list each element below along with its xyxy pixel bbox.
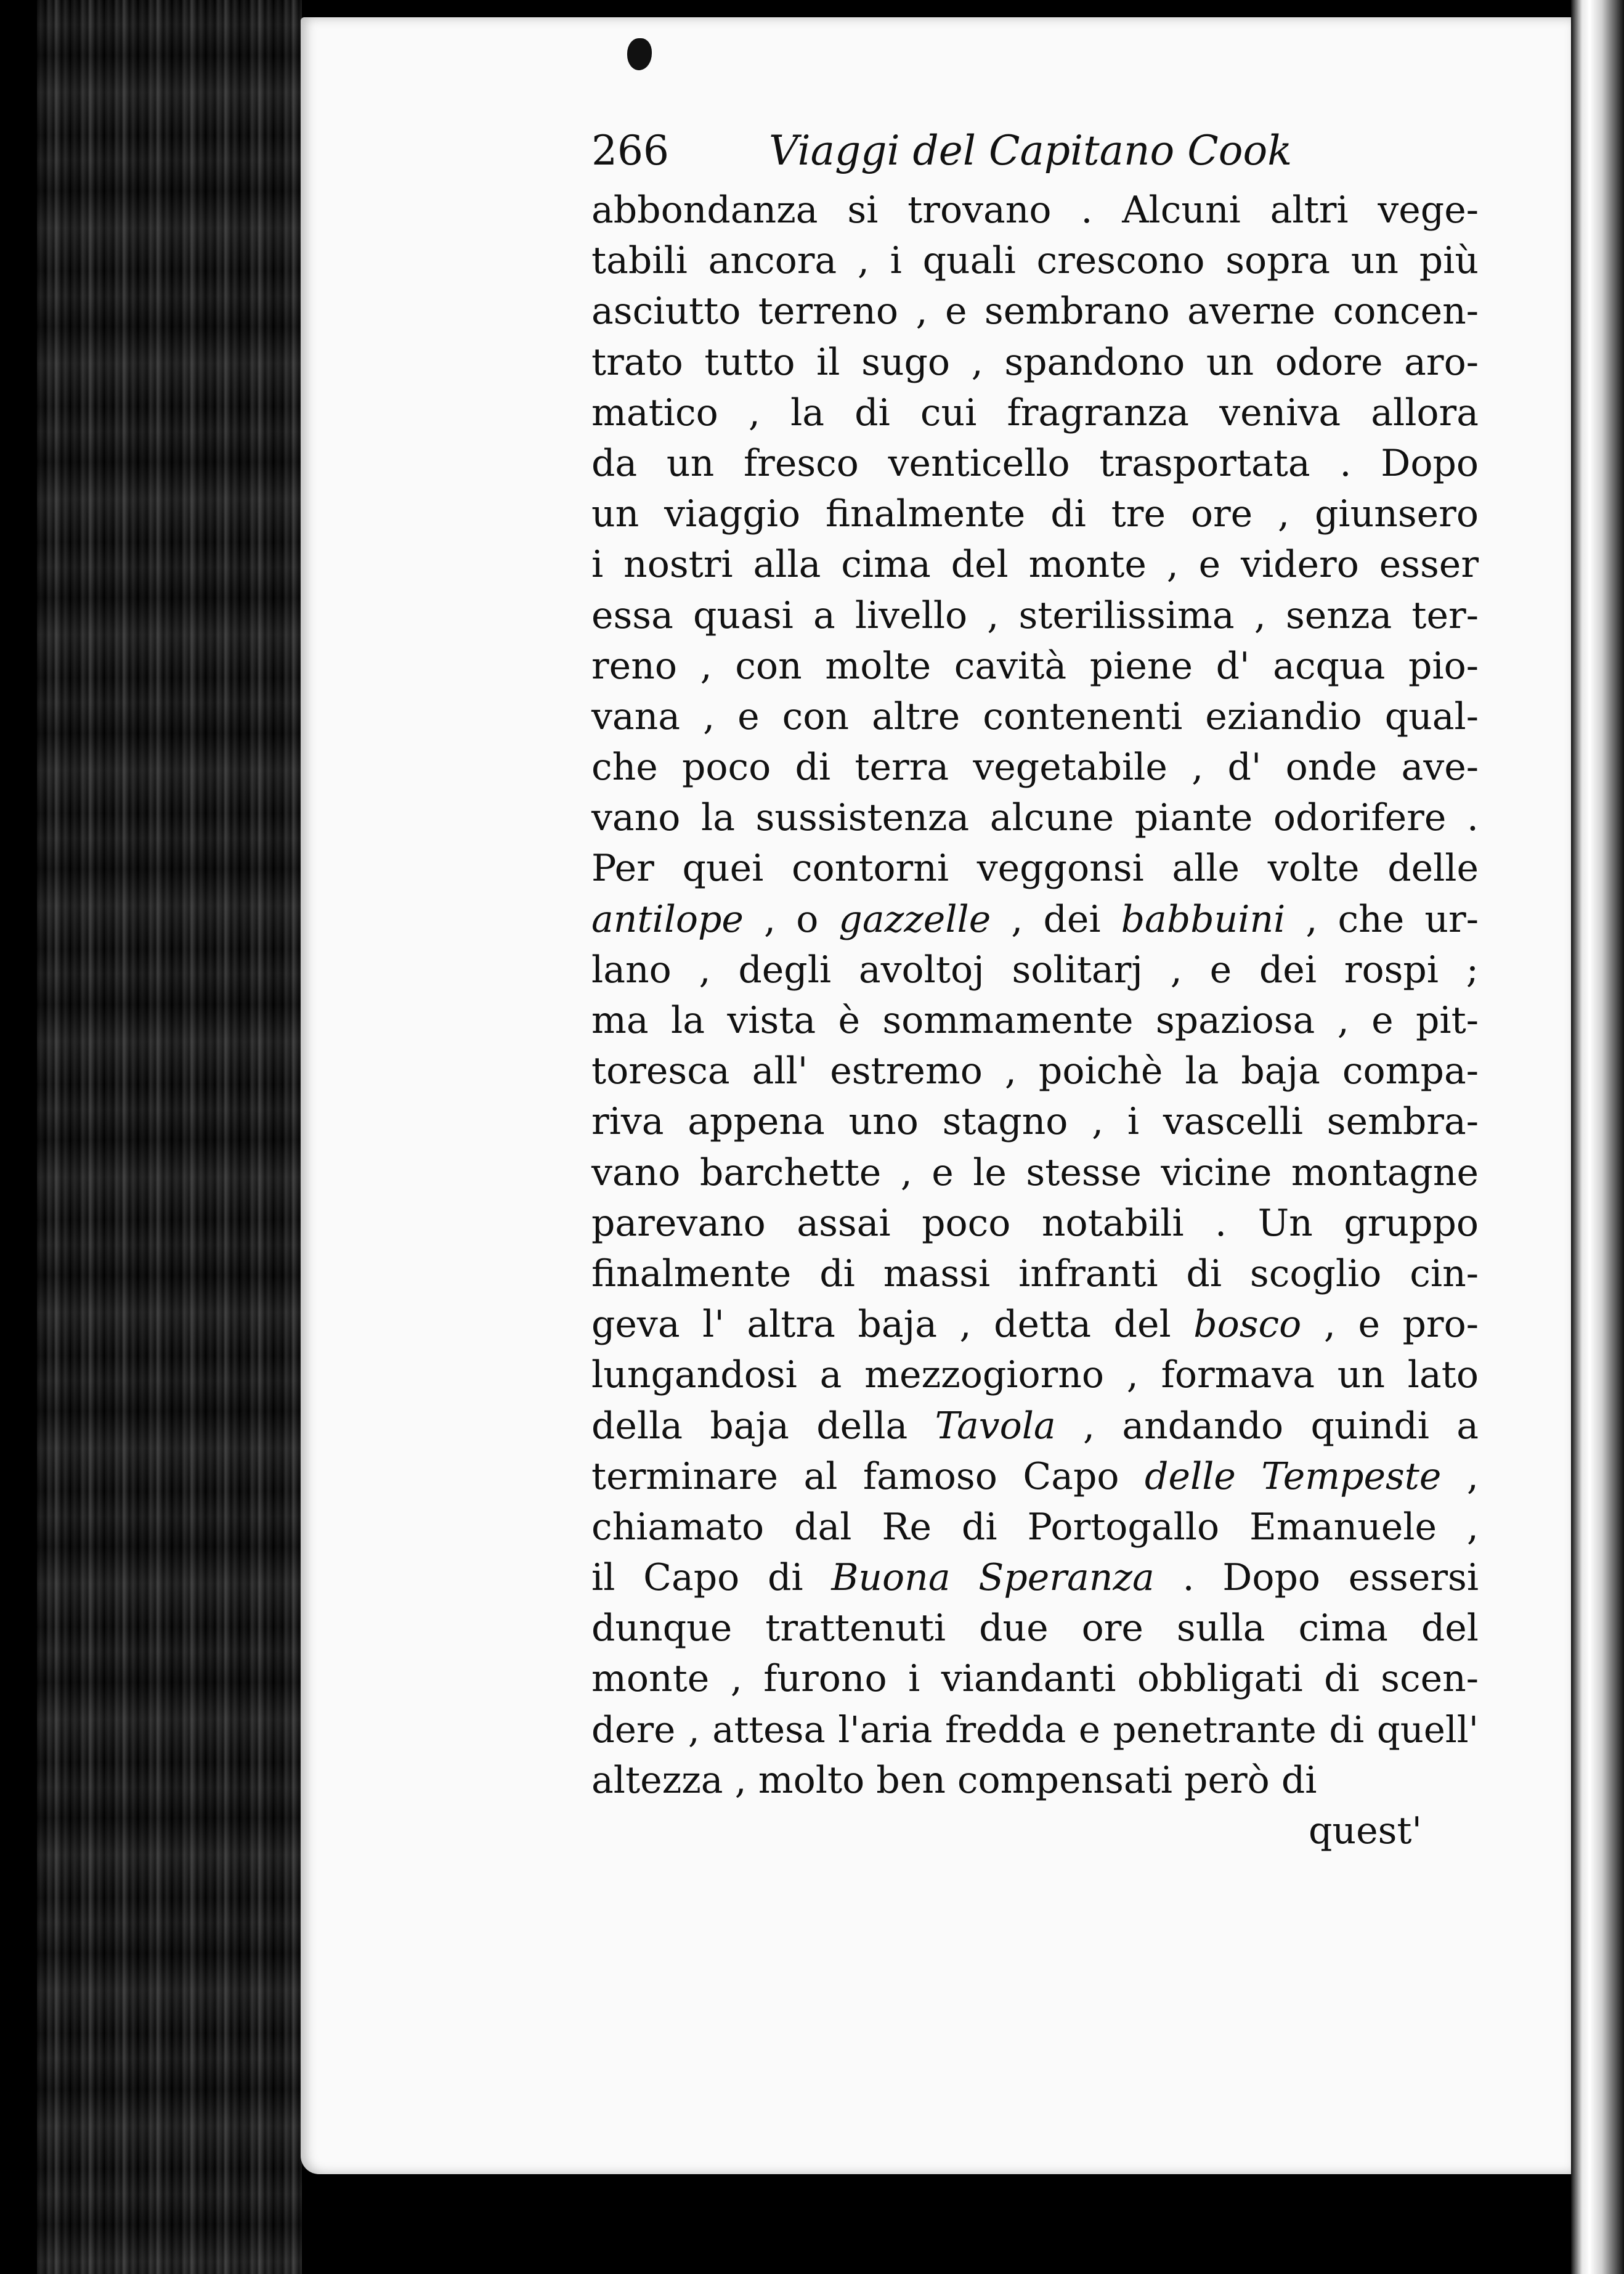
text-segment: trato tutto il sugo , spandono un odore aro-	[591, 340, 1479, 384]
text-line	[591, 1249, 1479, 1299]
text-segment: , che ur-	[1285, 897, 1479, 941]
text-line	[591, 337, 1479, 388]
page-right-edge	[1571, 0, 1624, 2274]
text-line	[591, 1705, 1479, 1755]
text-segment: matico , la di cui fragranza veniva allora	[591, 391, 1479, 434]
text-line	[591, 691, 1479, 742]
text-line	[591, 185, 1479, 235]
text-segment: asciutto terreno , e sembrano averne concen-	[591, 290, 1479, 333]
text-block	[591, 117, 1479, 1856]
text-segment: lano , degli avoltoj solitarj , e dei rospi ;	[591, 948, 1479, 992]
text-line	[591, 945, 1479, 995]
text-segment: dunque trattenuti due ore sulla cima del	[591, 1607, 1479, 1650]
text-line	[591, 539, 1479, 590]
text-line	[591, 793, 1479, 843]
text-segment: geva l' altra baja , detta del	[591, 1303, 1194, 1347]
text-line	[591, 742, 1479, 793]
text-segment: abbondanza si trovano . Alcuni altri vege-	[591, 189, 1479, 232]
italic-text: Tavola	[935, 1404, 1056, 1448]
text-segment: un viaggio finalmente di tre ore , giunsero	[591, 492, 1479, 536]
text-segment: reno , con molte cavità piene d' acqua pio-	[591, 644, 1479, 688]
text-segment: lungandosi a mezzogiorno , formava un lato	[591, 1353, 1479, 1397]
text-segment: ma la vista è sommamente spaziosa , e pit-	[591, 999, 1479, 1042]
text-segment: chiamato dal Re di Portogallo Emanuele ,	[591, 1505, 1479, 1549]
text-line	[591, 1552, 1479, 1603]
text-segment: il Capo di	[591, 1556, 832, 1600]
italic-text: Buona Speranza	[831, 1556, 1155, 1600]
text-line	[591, 1350, 1479, 1400]
text-segment: , andando quindi a	[1055, 1404, 1479, 1448]
text-line	[591, 438, 1479, 489]
text-segment: vano barchette , e le stesse vicine montagne	[591, 1151, 1479, 1194]
italic-text: babbuini	[1121, 897, 1286, 941]
text-segment: finalmente di massi infranti di scoglio cin-	[591, 1252, 1479, 1295]
text-segment: da un fresco venticello trasportata . Dopo	[591, 441, 1479, 485]
text-line	[591, 1451, 1479, 1502]
text-line	[591, 1755, 1479, 1806]
text-line	[591, 286, 1479, 336]
text-segment: i nostri alla cima del monte , e videro esser	[591, 543, 1479, 587]
text-line	[591, 388, 1479, 438]
text-segment: monte , furono i viandanti obbligati di scen-	[591, 1657, 1479, 1701]
text-segment: della baja della	[591, 1404, 935, 1448]
text-line	[591, 1147, 1479, 1198]
text-segment: altezza , molto ben compensati però di	[591, 1758, 1317, 1802]
page-header	[591, 117, 1479, 185]
text-line	[591, 1046, 1479, 1096]
text-segment: parevano assai poco notabili . Un gruppo	[591, 1201, 1479, 1245]
page-number: 266	[591, 127, 669, 174]
text-line	[591, 894, 1479, 945]
italic-text: bosco	[1193, 1303, 1302, 1347]
text-line	[591, 1603, 1479, 1653]
text-line	[591, 1401, 1479, 1451]
text-line	[591, 995, 1479, 1046]
text-segment: essa quasi a livello , sterilissima , senza ter-	[591, 593, 1479, 637]
text-segment: . Dopo essersi	[1154, 1556, 1479, 1600]
text-segment: tabili ancora , i quali crescono sopra un più	[591, 239, 1479, 283]
text-segment: , o	[743, 897, 839, 941]
text-segment: dere , attesa l'aria fredda e penetrante di quell'	[591, 1708, 1479, 1751]
text-line	[591, 235, 1479, 286]
text-line	[591, 641, 1479, 691]
text-line	[591, 1653, 1479, 1704]
text-line	[591, 1096, 1479, 1147]
italic-text: delle Tempeste	[1145, 1454, 1442, 1498]
text-segment: Per quei contorni veggonsi alle volte delle	[591, 847, 1479, 890]
running-title: Viaggi del Capitano Cook	[769, 127, 1293, 174]
text-segment: ,	[1441, 1454, 1479, 1498]
book-binding-edge	[37, 0, 302, 2274]
text-segment: vana , e con altre contenenti eziandio qual-	[591, 695, 1479, 738]
text-line	[591, 1502, 1479, 1552]
text-line	[591, 843, 1479, 894]
text-segment: che poco di terra vegetabile , d' onde ave-	[591, 746, 1479, 789]
text-segment: , e pro-	[1301, 1303, 1479, 1347]
body-text	[591, 185, 1479, 1806]
text-segment: terminare al famoso Capo	[591, 1454, 1145, 1498]
text-line	[591, 1198, 1479, 1249]
text-line	[591, 1299, 1479, 1350]
catchword: quest'	[1309, 1809, 1422, 1852]
text-line	[591, 590, 1479, 641]
text-segment: , dei	[991, 897, 1121, 941]
text-line	[591, 489, 1479, 539]
text-segment: toresca all' estremo , poichè la baja compa-	[591, 1049, 1479, 1093]
italic-text: gazzelle	[838, 897, 991, 941]
text-segment: riva appena uno stagno , i vascelli sembra-	[591, 1100, 1479, 1144]
text-segment: vano la sussistenza alcune piante odorifere .	[591, 796, 1479, 840]
italic-text: antilope	[591, 897, 744, 941]
